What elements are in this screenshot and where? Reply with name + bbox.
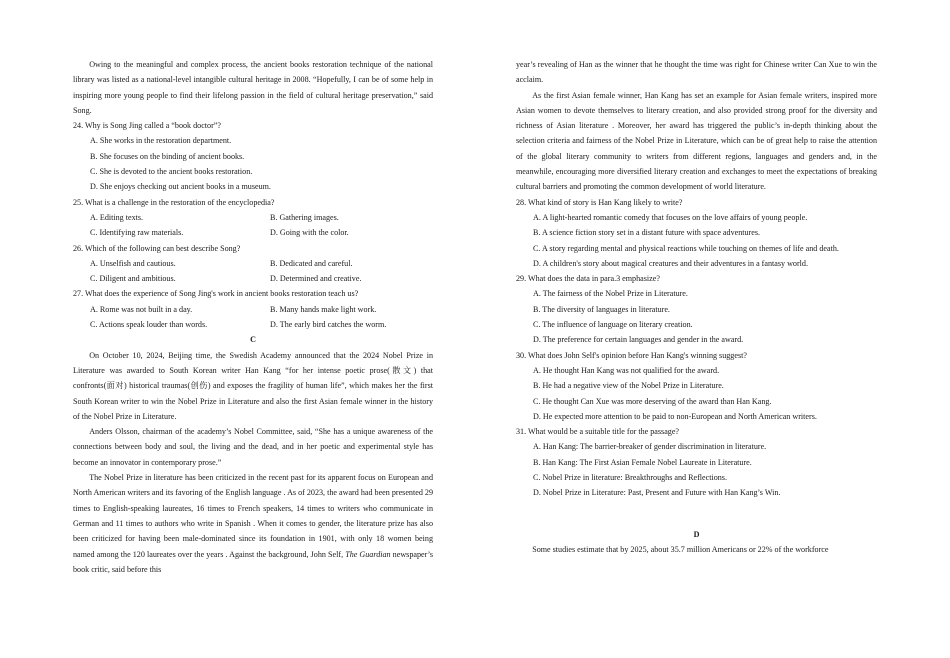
question-31: 31. What would be a suitable title for the passage? — [516, 427, 680, 437]
passage-c-paragraph-1: On October 10, 2024, Beijing time, the Swedish Academy announced that the 2024 Nobel Prize in Literature was awarded to South Korean writer Han Kang “for her intense poetic prose(散文) that confronts(面对) historical traumas(创伤) and exposes the fragility of human life”, which makes her the first South Korean writer to win the Nobel Prize in Literature and also the first Asian female winner in the history of the Nobel Prize in Literature. — [73, 350, 433, 421]
question-25: 25. What is a challenge in the restoration of the encyclopedia? — [73, 197, 275, 207]
q27-option-a[interactable]: A. Rome was not built in a day. — [90, 304, 193, 314]
q24-option-c[interactable]: C. She is devoted to the ancient books restoration. — [90, 167, 253, 177]
q29-option-c[interactable]: C. The influence of language on literary creation. — [533, 320, 693, 330]
q24-option-d[interactable]: D. She enjoys checking out ancient books in a museum. — [90, 182, 271, 192]
q25-options — [90, 210, 433, 241]
q24-option-a[interactable]: A. She works in the restoration department. — [90, 136, 232, 146]
question-30: 30. What does John Self's opinion before Han Kang's winning suggest? — [516, 350, 747, 360]
q30-option-b[interactable]: B. He had a negative view of the Nobel Prize in Literature. — [533, 381, 724, 391]
section-heading-c: C — [250, 335, 256, 345]
q25-option-b[interactable]: B. Gathering images. — [270, 212, 339, 222]
question-29: 29. What does the data in para.3 emphasize? — [516, 274, 660, 284]
newspaper-title: The Guardian — [345, 549, 391, 559]
question-28: 28. What kind of story is Han Kang likely to write? — [516, 197, 683, 207]
q26-option-b[interactable]: B. Dedicated and careful. — [270, 258, 353, 268]
left-column — [73, 57, 433, 577]
q26-options — [90, 256, 433, 287]
q27-option-b[interactable]: B. Many hands make light work. — [270, 304, 377, 314]
q28-option-b[interactable]: B. A science fiction story set in a distant future with space adventures. — [533, 228, 761, 238]
passage-b-conclusion: Owing to the meaningful and complex process, the ancient books restoration technique of the national library was listed as a national-level intangible cultural heritage in 2008. “Hopefully, I can be of some help in inspiring more young people to find their lifelong passion in the field of cultural heritage preservation,” said Song. — [73, 60, 433, 115]
q26-option-d[interactable]: D. Determined and creative. — [270, 274, 362, 284]
q30-option-d[interactable]: D. He expected more attention to be paid to non-European and North American writers. — [533, 411, 817, 421]
paragraph-3-text-end: newspaper’s book critic, said before this — [73, 549, 433, 574]
q29-option-b[interactable]: B. The diversity of languages in literature. — [533, 304, 670, 314]
q31-option-a[interactable]: A. Han Kang: The barrier-breaker of gender discrimination in literature. — [533, 442, 767, 452]
q27-option-c[interactable]: C. Actions speak louder than words. — [90, 320, 208, 330]
q31-option-c[interactable]: C. Nobel Prize in literature: Breakthroughs and Reflections. — [533, 473, 727, 483]
q26-option-c[interactable]: C. Diligent and ambitious. — [90, 274, 176, 284]
q31-option-b[interactable]: B. Han Kang: The First Asian Female Nobel Laureate in Literature. — [533, 457, 752, 467]
q28-option-d[interactable]: D. A children's story about magical creatures and their adventures in a fantasy world. — [533, 258, 808, 268]
passage-c-paragraph-3-continued: year’s revealing of Han as the winner that he thought the time was right for Chinese writer Can Xue to win the acclaim. — [516, 60, 877, 85]
q31-option-d[interactable]: D. Nobel Prize in Literature: Past, Present and Future with Han Kang’s Win. — [533, 488, 781, 498]
paragraph-3-text: The Nobel Prize in literature has been criticized in the recent past for its apparent focus on European and North American writers and its favoring of the English language . As of 2023, the award had been presented 29 times to English-speaking laureates, 16 times to French speakers, 14 times to writers who communicate in German and 11 times to authors who write in Spanish . When it comes to gender, the literature prize has also been criticized for having been male-dominated since its foundation in 1901, with only 18 women being named among the 120 laureates over the years . Against the background, John Self, — [73, 473, 433, 559]
question-27: 27. What does the experience of Song Jing's work in ancient books restoration teach us? — [73, 289, 359, 299]
q29-option-d[interactable]: D. The preference for certain languages and gender in the award. — [533, 335, 744, 345]
q24-option-b[interactable]: B. She focuses on the binding of ancient books. — [90, 151, 245, 161]
q28-option-a[interactable]: A. A light-hearted romantic comedy that focuses on the love affairs of young people. — [533, 212, 808, 222]
q29-option-a[interactable]: A. The fairness of the Nobel Prize in Literature. — [533, 289, 688, 299]
q30-option-a[interactable]: A. He thought Han Kang was not qualified for the award. — [533, 365, 720, 375]
right-column — [516, 57, 877, 557]
q25-option-a[interactable]: A. Editing texts. — [90, 212, 144, 222]
passage-c-paragraph-2: Anders Olsson, chairman of the academy’s Nobel Committee, said, “She has a unique awareness of the connections between body and soul, the living and the dead, and in her poetic and experimental style has become an innovator in contemporary prose.” — [73, 427, 433, 467]
q27-option-d[interactable]: D. The early bird catches the worm. — [270, 320, 387, 330]
passage-c-paragraph-4: As the first Asian female winner, Han Kang has set an example for Asian female writers, inspired more Asian women to devote themselves to literary creation, and also provided strong proof for the diversity and richness of Asian literature . Moreover, her award has triggered the public’s in-depth thinking about the selection criteria and fairness of the Nobel Prize in Literature, which can be of great help to raise the attention of the global literary community to writers from different regions, languages and genders and, in the meanwhile, encouraging more diversified literary creation and exchanges to meet the expectations of breaking cultural barriers and promoting the common development of world literature. — [516, 90, 877, 192]
q26-option-a[interactable]: A. Unselfish and cautious. — [90, 258, 176, 268]
q28-option-c[interactable]: C. A story regarding mental and physical reactions while touching on themes of life and death. — [533, 243, 839, 253]
passage-c-paragraph-3 — [73, 470, 433, 577]
passage-d-paragraph-1: Some studies estimate that by 2025, about 35.7 million Americans or 22% of the workforce — [532, 544, 829, 554]
section-heading-d: D — [693, 529, 700, 539]
q30-option-c[interactable]: C. He thought Can Xue was more deserving of the award than Han Kang. — [533, 396, 772, 406]
q25-option-d[interactable]: D. Going with the color. — [270, 228, 349, 238]
question-24: 24. Why is Song Jing called a “book doctor”? — [73, 121, 221, 131]
question-26: 26. Which of the following can best describe Song? — [73, 243, 241, 253]
q27-options — [90, 302, 433, 333]
q25-option-c[interactable]: C. Identifying raw materials. — [90, 228, 184, 238]
